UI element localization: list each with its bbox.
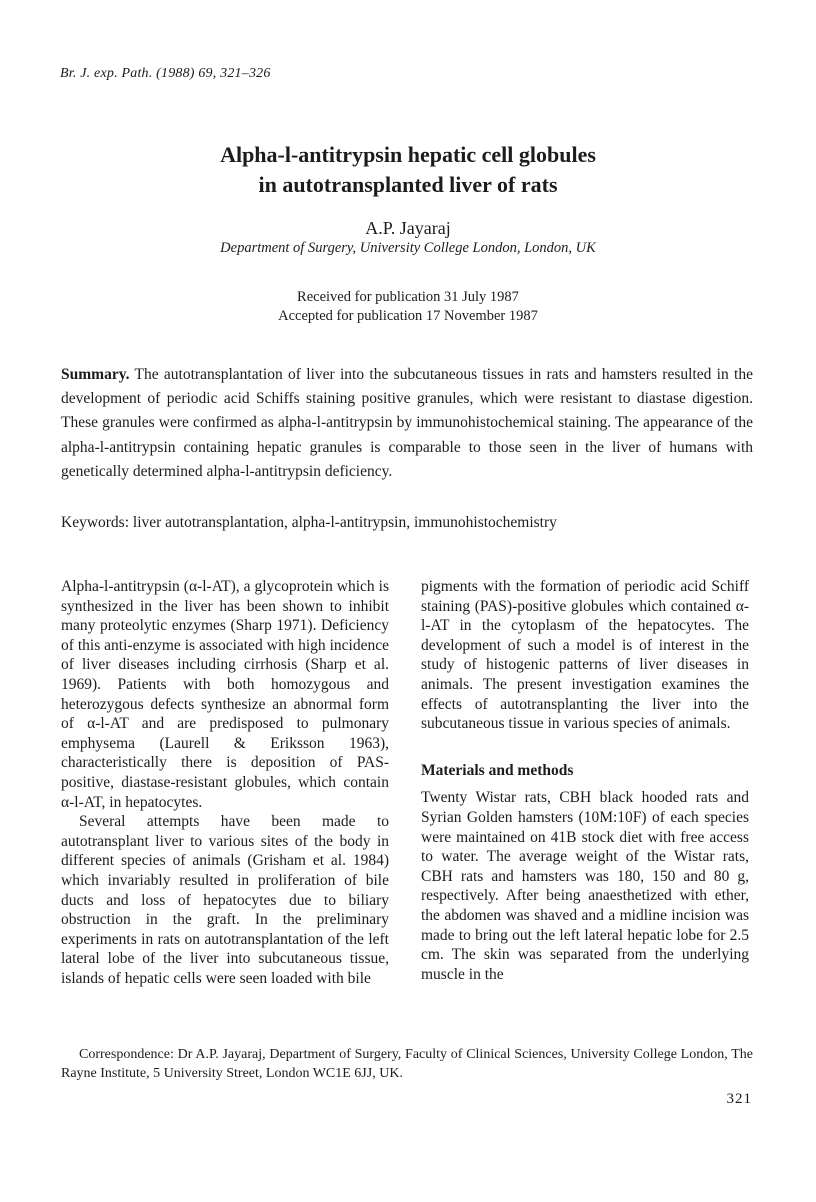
summary-text: The autotransplantation of liver into the subcutaneous tissues in rats and hamsters resulted in the development of periodic acid Schiffs staining positive granules, which were resistant to diastase digestion. These granules were confirmed as alpha-l-antitrypsin by immunohistochemical staining. The appearance of the alpha-l-antitrypsin containing hepatic granules is comparable to those seen in the liver of humans with genetically determined alpha-l-antitrypsin deficiency.: [61, 366, 753, 480]
article-title: [0, 140, 816, 200]
body-paragraph: Twenty Wistar rats, CBH black hooded rats and Syrian Golden hamsters (10M:10F) of each species were maintained on 41B stock diet with free access to water. The average weight of the Wistar rats, CBH rats and hamsters was 180, 150 and 80 g, respectively. After being anaesthetized with ether, the abdomen was shaved and a midline incision was made to bring out the left lateral hepatic lobe for 2.5 cm. The skin was separated from the underlying muscle in the: [421, 789, 749, 983]
summary-abstract: [61, 363, 753, 484]
summary-label: Summary.: [61, 366, 130, 383]
title-line-1: Alpha-l-antitrypsin hepatic cell globules: [220, 142, 596, 167]
author-affiliation: Department of Surgery, University College London, London, UK: [220, 240, 596, 256]
title-line-2: in autotransplanted liver of rats: [258, 172, 558, 197]
body-paragraph: Alpha-l-antitrypsin (α-l-AT), a glycoprotein which is synthesized in the liver has been shown to inhibit many proteolytic enzymes (Sharp 1971). Deficiency of this anti-enzyme is associated with high incidence of liver diseases including cirrhosis (Sharp et al. 1969). Patients with both homozygous and heterozygous defects synthesize an abnormal form of α-l-AT and are predisposed to pulmonary emphysema (Laurell & Eriksson 1963), characteristically there is deposition of PAS-positive, diastase-resistant globules, which contain α-l-AT, in hepatocytes.: [61, 578, 389, 811]
accepted-date: Accepted for publication 17 November 1987: [278, 308, 538, 324]
received-date: Received for publication 31 July 1987: [297, 289, 519, 305]
author-name: A.P. Jayaraj: [365, 218, 451, 238]
body-column-right: [421, 577, 749, 984]
keywords: Keywords: liver autotransplantation, alpha-l-antitrypsin, immunohistochemistry: [61, 514, 557, 531]
publication-dates: [0, 288, 816, 326]
journal-reference: Br. J. exp. Path. (1988) 69, 321–326: [60, 66, 271, 81]
correspondence-footnote: Correspondence: Dr A.P. Jayaraj, Department of Surgery, Faculty of Clinical Sciences, University College London, The Rayne Institute, 5 University Street, London WC1E 6JJ, UK.: [61, 1047, 753, 1081]
page-number: 321: [726, 1091, 752, 1107]
body-paragraph: pigments with the formation of periodic acid Schiff staining (PAS)-positive globules which contained α-l-AT in the cytoplasm of the hepatocytes. The development of such a model is of interest in the study of histogenic patterns of liver diseases in animals. The present investigation examines the effects of autotransplanting the liver into the subcutaneous tissue in various species of animals.: [421, 578, 749, 733]
section-heading-methods: Materials and methods: [421, 761, 574, 779]
body-column-left: [61, 577, 389, 988]
body-paragraph: Several attempts have been made to autotransplant liver to various sites of the body in different species of animals (Grisham et al. 1984) which invariably resulted in proliferation of bile ducts and loss of hepatocytes due to biliary obstruction in the graft. In the preliminary experiments in rats on autotransplantation of the left lateral lobe of the liver into subcutaneous tissue, islands of hepatic cells were seen loaded with bile: [61, 813, 389, 987]
